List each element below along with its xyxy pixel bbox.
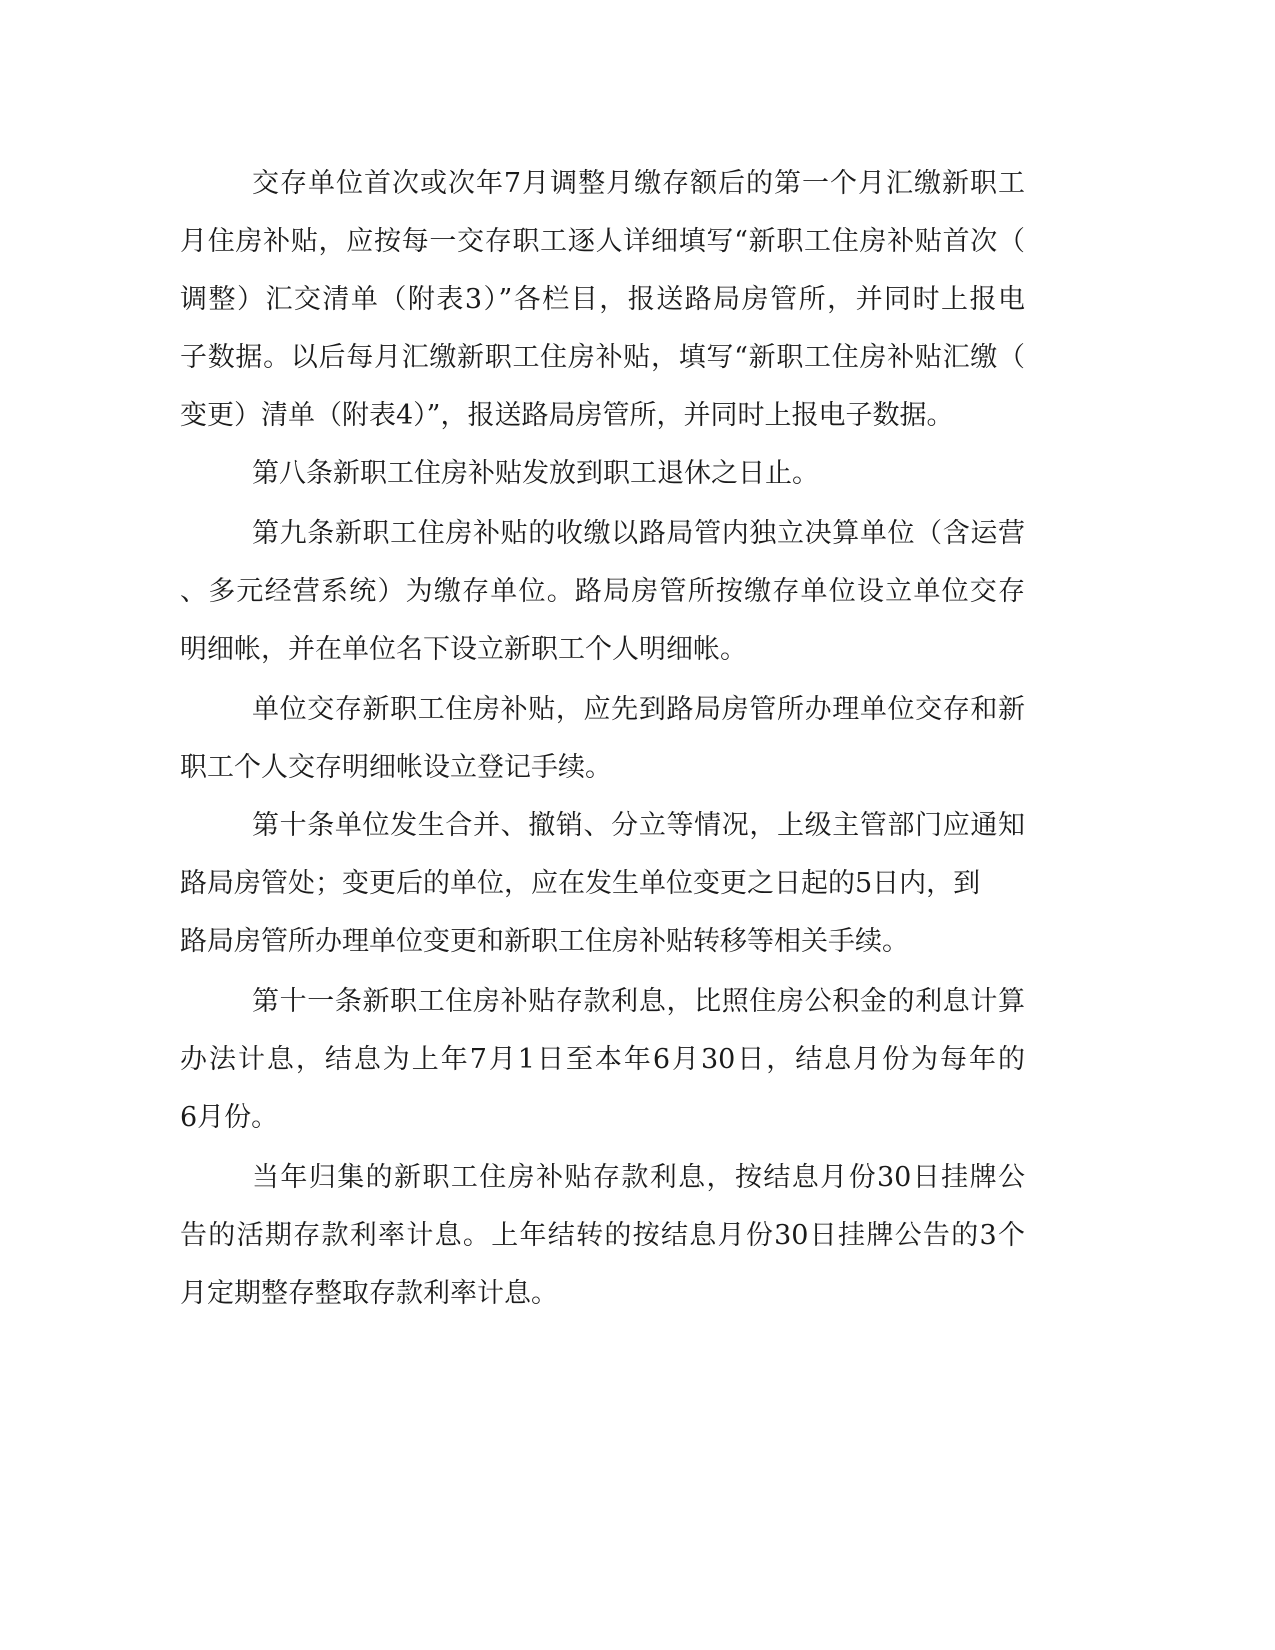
paragraph-line: 第十条单位发生合并、撤销、分立等情况，上级主管部门应通知 <box>252 810 1025 841</box>
paragraph-line: 路局房管处；变更后的单位，应在发生单位变更之日起的5日内，到 <box>180 868 981 899</box>
paragraph-line: 6月份。 <box>180 1102 279 1133</box>
paragraph-line: 子数据。以后每月汇缴新职工住房补贴，填写“新职工住房补贴汇缴（ <box>180 342 1025 373</box>
paragraph-line: 明细帐，并在单位名下设立新职工个人明细帐。 <box>180 634 747 665</box>
paragraph-line: 职工个人交存明细帐设立登记手续。 <box>180 752 612 783</box>
paragraph-line: 第八条新职工住房补贴发放到职工退休之日止。 <box>252 458 819 489</box>
paragraph-line: 调整）汇交清单（附表3）”各栏目，报送路局房管所，并同时上报电 <box>180 284 1025 315</box>
paragraph-line: 月定期整存整取存款利率计息。 <box>180 1278 558 1309</box>
paragraph-line: 、多元经营系统）为缴存单位。路局房管所按缴存单位设立单位交存 <box>180 576 1025 607</box>
paragraph-line: 路局房管所办理单位变更和新职工住房补贴转移等相关手续。 <box>180 926 909 957</box>
paragraph-line: 办法计息，结息为上年7月1日至本年6月30日，结息月份为每年的 <box>180 1044 1025 1075</box>
paragraph-line: 当年归集的新职工住房补贴存款利息，按结息月份30日挂牌公 <box>252 1162 1025 1193</box>
paragraph-line: 单位交存新职工住房补贴，应先到路局房管所办理单位交存和新 <box>252 694 1025 725</box>
paragraph-line: 月住房补贴，应按每一交存职工逐人详细填写“新职工住房补贴首次（ <box>180 226 1025 257</box>
paragraph-line: 第九条新职工住房补贴的收缴以路局管内独立决算单位（含运营 <box>252 518 1025 549</box>
paragraph-line: 变更）清单（附表4）”，报送路局房管所，并同时上报电子数据。 <box>180 400 954 431</box>
paragraph-line: 第十一条新职工住房补贴存款利息，比照住房公积金的利息计算 <box>252 986 1025 1017</box>
paragraph-line: 交存单位首次或次年7月调整月缴存额后的第一个月汇缴新职工 <box>252 168 1025 199</box>
paragraph-line: 告的活期存款利率计息。上年结转的按结息月份30日挂牌公告的3个 <box>180 1220 1025 1251</box>
